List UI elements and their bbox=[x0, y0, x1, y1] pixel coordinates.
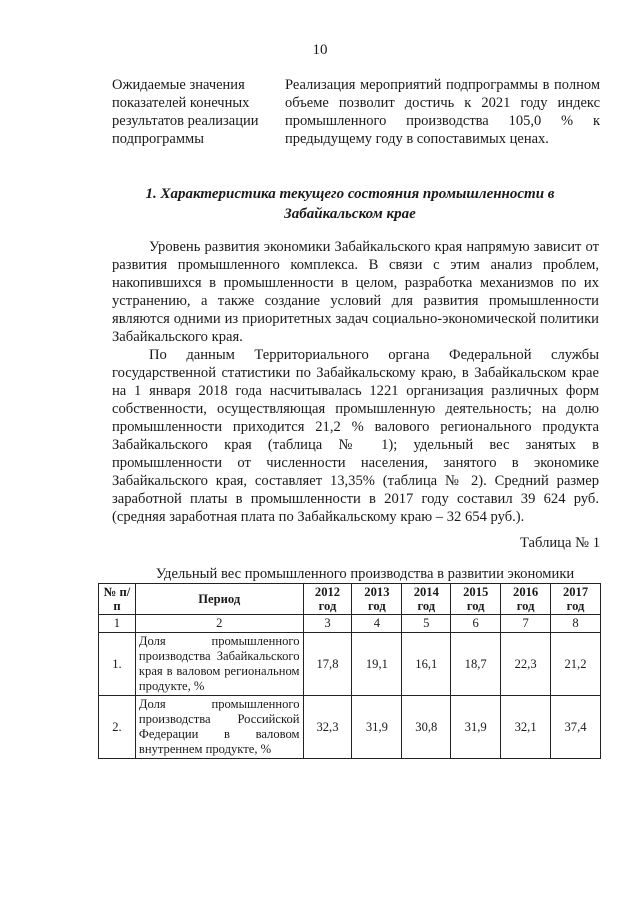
row-value: 16,1 bbox=[402, 633, 451, 696]
header-year: 2015 год bbox=[451, 584, 501, 615]
row-value: 21,2 bbox=[551, 633, 601, 696]
summary-text: Реализация мероприятий подпрограммы в полном объеме позволит достичь к 2021 году индекс промышленного производства 105,0 % к предыдущему году в сопоставимых ценах. bbox=[285, 77, 600, 147]
table-header-row bbox=[99, 584, 601, 615]
row-value: 37,4 bbox=[551, 696, 601, 759]
header-num: № п/п bbox=[99, 584, 136, 615]
column-number: 1 bbox=[99, 615, 136, 633]
column-number: 8 bbox=[551, 615, 601, 633]
header-period: Период bbox=[135, 584, 303, 615]
page-number: 10 bbox=[312, 42, 328, 58]
column-number: 6 bbox=[451, 615, 501, 633]
row-indicator: Доля промышленного производства Забайкальского края в валовом региональном продукте, % bbox=[135, 633, 303, 696]
row-value: 17,8 bbox=[303, 633, 352, 696]
row-value: 18,7 bbox=[451, 633, 501, 696]
table-label: Таблица № 1 bbox=[520, 535, 600, 551]
column-number-row bbox=[99, 615, 601, 633]
table-row bbox=[99, 633, 601, 696]
row-indicator: Доля промышленного производства Российской Федерации в валовом внутреннем продукте, % bbox=[135, 696, 303, 759]
row-value: 31,9 bbox=[451, 696, 501, 759]
column-number: 5 bbox=[402, 615, 451, 633]
header-year: 2013 год bbox=[352, 584, 402, 615]
row-number: 2. bbox=[99, 696, 136, 759]
row-value: 32,3 bbox=[303, 696, 352, 759]
paragraph: Уровень развития экономики Забайкальского края напрямую зависит от развития промышленного комплекса. В связи с этим анализ проблем, накопившихся в промышленности в целом, разработка механизмов по их устранению, а также создание условий для развития промышленности являются одними из приоритетных задач социально-экономической политики Забайкальского края. bbox=[112, 239, 599, 345]
body-text bbox=[112, 238, 599, 526]
header-year: 2014 год bbox=[402, 584, 451, 615]
table-title: Удельный вес промышленного производства в развитии экономики bbox=[155, 566, 575, 582]
row-value: 32,1 bbox=[501, 696, 551, 759]
summary-label: Ожидаемые значения показателей конечных результатов реализации подпрограммы bbox=[112, 77, 259, 147]
column-number: 7 bbox=[501, 615, 551, 633]
header-year: 2016 год bbox=[501, 584, 551, 615]
paragraph: По данным Территориального органа Федеральной службы государственной статистики по Забайкальскому краю, в Забайкальском крае на 1 января 2018 года насчитывалась 1221 организация различных форм собственности, осуществляющая промышленную деятельность; на долю промышленности приходится 21,2 % валового регионального продукта Забайкальского края (таблица № 1); удельный вес занятых в промышленности от численности населения, занятого в экономике Забайкальского края, составляет 13,35% (таблица № 2). Средний размер заработной платы в промышленности в 2017 году составил 39 624 руб. (средняя заработная плата по Забайкальскому краю – 32 654 руб.). bbox=[112, 347, 599, 525]
column-number: 3 bbox=[303, 615, 352, 633]
section-heading: 1. Характеристика текущего состояния промышленности в Забайкальском крае bbox=[145, 186, 555, 222]
header-year: 2017 год bbox=[551, 584, 601, 615]
table-row bbox=[99, 696, 601, 759]
column-number: 2 bbox=[135, 615, 303, 633]
row-value: 22,3 bbox=[501, 633, 551, 696]
row-number: 1. bbox=[99, 633, 136, 696]
header-year: 2012 год bbox=[303, 584, 352, 615]
column-number: 4 bbox=[352, 615, 402, 633]
row-value: 31,9 bbox=[352, 696, 402, 759]
row-value: 30,8 bbox=[402, 696, 451, 759]
row-value: 19,1 bbox=[352, 633, 402, 696]
industry-share-table bbox=[98, 583, 601, 759]
